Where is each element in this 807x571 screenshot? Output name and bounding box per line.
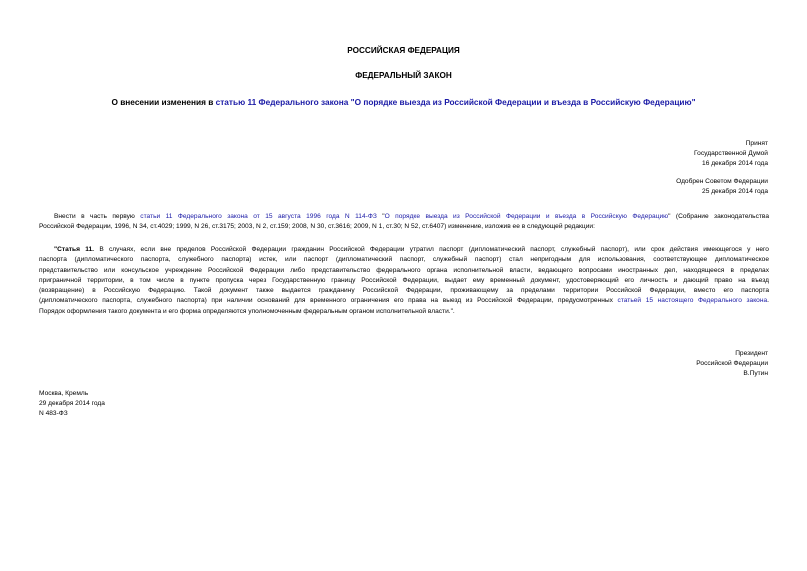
article-paragraph [39, 245, 769, 317]
intro-paragraph [39, 212, 769, 233]
approved-date: 25 декабря 2014 года [702, 188, 768, 196]
article-line-text: (дипломатического паспорта, служебного паспорта) при наличии оснований для временного ограничения его права на выезд из Российской Федерации, предусмотренных [39, 297, 618, 305]
law-title [0, 97, 807, 107]
article-line [39, 296, 769, 306]
approved-block [676, 177, 768, 197]
law-title-prefix: О внесении изменения в [111, 97, 216, 107]
intro-law-name-link[interactable]: О порядке выезда из Российской Федерации и въезда в Российскую Федерацию [384, 213, 669, 220]
signing-place: Москва, Кремль [39, 390, 89, 397]
article-line-end: . [767, 297, 769, 305]
intro-after-link: " (Собрание законодательства [668, 213, 769, 220]
place-date-block [39, 389, 105, 420]
intro-quote: " [376, 213, 385, 220]
accepted-by: Государственной Думой [694, 150, 768, 158]
signer-name: В.Путин [743, 370, 768, 378]
article-line: представительство или консульское учреждение Российской Федерации либо представительство федерального органа исполнительной власти, ведающего вопросами иностранных дел, находящееся в пределах [39, 266, 769, 274]
signature-block [696, 349, 768, 380]
accepted-label: Принят [745, 140, 768, 147]
article-15-link[interactable]: статьей 15 настоящего Федерального закона [617, 297, 768, 305]
signer-country: Российской Федерации [696, 360, 768, 368]
article-line: паспорта (дипломатического паспорта, служебного паспорта) истек, или паспорт (дипломатический паспорт, служебный паспорт) стал непригодным для использования, соответствующее дипломатическое [39, 256, 769, 264]
accepted-date: 16 декабря 2014 года [702, 160, 768, 168]
approved-by: Одобрен Советом Федерации [676, 178, 768, 185]
law-number: N 483-ФЗ [39, 410, 68, 418]
article-line [39, 245, 769, 255]
intro-line [39, 212, 769, 222]
accepted-block [694, 139, 768, 170]
article-heading: "Статья 11. [54, 246, 95, 253]
article-line: Порядок оформления такого документа и его форма определяются уполномоченным федеральным органом исполнительной власти.". [39, 307, 455, 315]
law-type-heading: ФЕДЕРАЛЬНЫЙ ЗАКОН [355, 71, 452, 80]
intro-law-link[interactable]: статьи 11 Федерального закона от 15 августа 1996 года N 114-ФЗ [140, 213, 377, 220]
article-line: приграничной территории, в том числе в пункте пропуска через Государственную границу Российской Федерации, выдает ему временный документ, удостоверяющий его личность и дающий право на въезд [39, 276, 769, 284]
signing-date: 29 декабря 2014 года [39, 400, 105, 408]
intro-lead: Внести в часть первую [54, 213, 141, 220]
signer-title: Президент [735, 350, 768, 357]
article-line-text: В случаях, если вне пределов Российской Федерации гражданин Российской Федерации утратил паспорт (дипломатический паспорт, служебный паспорт), или срок действия имеющегося у него [94, 246, 769, 253]
law-title-link[interactable]: статью 11 Федерального закона "О порядке выезда из Российской Федерации и въезда в Российскую Федерацию" [215, 97, 696, 107]
country-heading: РОССИЙСКАЯ ФЕДЕРАЦИЯ [347, 46, 460, 55]
intro-line: Российской Федерации, 1996, N 34, ст.4029; 1999, N 26, ст.3175; 2003, N 2, ст.159; 2008, N 30, ст.3616; 2009, N 1, ст.30; N 52, ст.6407) изменение, изложив ее в следующей редакции: [39, 223, 595, 231]
article-line: (возвращение) в Российскую Федерацию. Такой документ также выдается гражданину Российской Федерации, проживающему за пределами территории Российской Федерации, вместо его паспорта [39, 287, 769, 295]
